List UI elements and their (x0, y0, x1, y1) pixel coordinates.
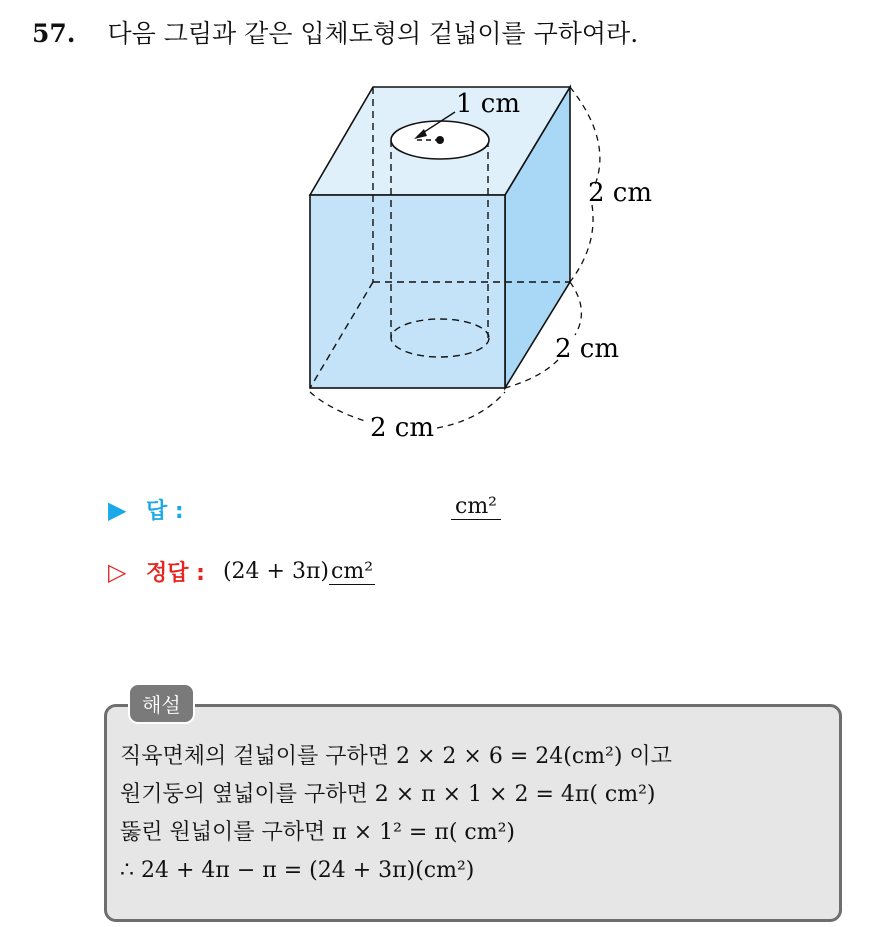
label-width: 2 cm (370, 413, 435, 443)
answer-row (108, 494, 498, 525)
label-depth: 2 cm (555, 334, 620, 364)
answer-arrow-icon: ▶ (108, 495, 127, 524)
label-height: 2 cm (588, 178, 653, 208)
explanation-lines (120, 738, 672, 890)
answer-blank[interactable] (451, 494, 501, 520)
correct-value: (24 + 3π) (222, 559, 330, 584)
correct-arrow-icon: ▷ (108, 557, 127, 586)
explanation-line: 직육면체의 겉넓이를 구하면 2 × 2 × 6 = 24(cm²) 이고 (120, 744, 672, 769)
explanation-tag: 해설 (128, 683, 195, 724)
cube-front-face (310, 195, 505, 388)
question (32, 14, 638, 50)
solid-figure (300, 80, 670, 450)
correct-label: 정답 : (146, 561, 205, 586)
correct-unit: cm² (331, 558, 374, 584)
explanation-line: 원기둥의 옆넓이를 구하면 2 × π × 1 × 2 = 4π( cm²) (120, 782, 656, 807)
answer-unit: cm² (455, 494, 498, 519)
explanation-line: 뚫린 원넓이를 구하면 π × 1² = π( cm²) (120, 820, 515, 845)
correct-answer-row (108, 556, 375, 587)
explanation-line: ∴ 24 + 4π − π = (24 + 3π)(cm²) (120, 858, 475, 883)
question-text: 다음 그림과 같은 입체도형의 겉넓이를 구하여라. (107, 19, 639, 48)
label-radius: 1 cm (456, 89, 521, 119)
question-number: 57. (32, 19, 76, 48)
answer-label: 답 : (146, 499, 184, 524)
